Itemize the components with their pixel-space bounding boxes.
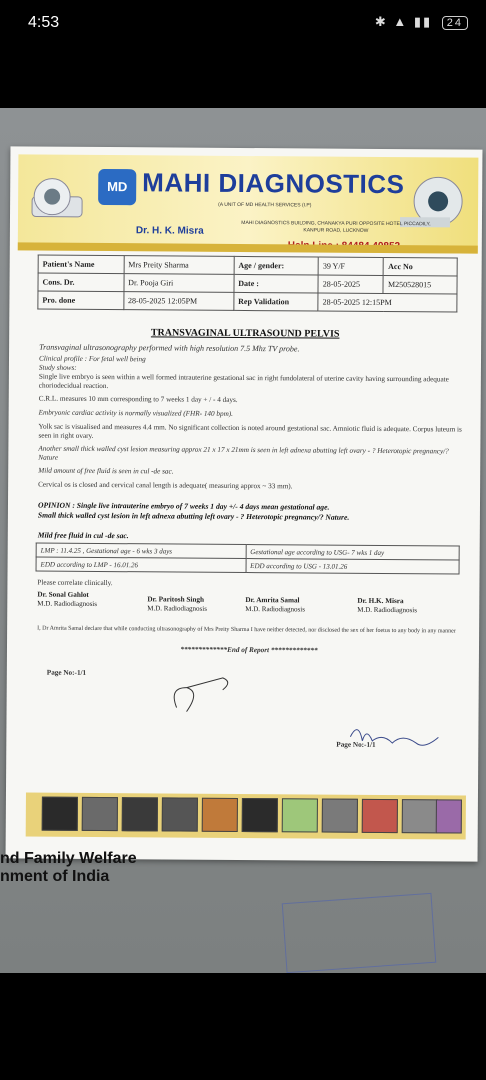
patient-info-table <box>37 255 457 313</box>
patient-name: Mrs Preity Sharma <box>124 256 234 275</box>
footer-image-strip <box>26 792 466 839</box>
scan-thumbnail <box>282 798 318 832</box>
signatory-name: Dr. H.K. Misra <box>357 596 404 606</box>
opinion-3: Mild free fluid in cul -de sac. <box>37 530 129 541</box>
ministry-line-1: nd Family Welfare <box>0 850 137 867</box>
battery-icon: 24 <box>442 16 468 30</box>
page-number-2: Page No:-1/1 <box>336 740 376 749</box>
signatory-degree: M.D. Radiodiagnosis <box>37 599 98 608</box>
rep-value: 28-05-2025 12:15PM <box>318 293 457 312</box>
signatory-3 <box>245 596 305 614</box>
header-doctor: Dr. H. K. Misra <box>135 225 204 237</box>
scan-thumbnail <box>242 798 278 832</box>
address: MAHI DIAGNOSTICS BUILDING, CHANAKYA PURI OPPOSITE HOTEL PICCADILY, KANPUR ROAD, LUCKNOW <box>241 219 431 234</box>
pro-value: 28-05-2025 12:05PM <box>123 292 233 311</box>
scanner-icon <box>28 166 98 236</box>
cons-value: Dr. Pooja Giri <box>124 274 234 293</box>
signatory-2 <box>147 595 207 613</box>
background-stamp <box>282 893 437 973</box>
opinion-1: OPINION : Single live intrauterine embryo of 7 weeks 1 day +/- 4 days mean gestational age. <box>37 500 330 512</box>
scan-thumbnail <box>436 799 462 833</box>
handwritten-scribble <box>156 667 246 728</box>
signatory-name: Dr. Amrita Samal <box>245 596 300 605</box>
scan-thumbnail <box>322 799 358 833</box>
signatory-1 <box>37 591 97 609</box>
age-value: 39 Y/F <box>318 257 383 275</box>
status-time: 4:53 <box>28 14 60 31</box>
brand-tagline: (A UNIT OF MD HEALTH SERVICES (I.P) <box>218 201 312 209</box>
end-of-report: *************End of Report ************* <box>180 645 318 655</box>
finding-7: Cervical os is closed and cervical canal length is adequate( measuring approx ~ 33 mm). <box>38 480 293 491</box>
signatory-degree: M.D. Radiodiagnosis <box>245 605 305 614</box>
acc-label: Acc No <box>384 257 458 276</box>
opinion-2: Small thick walled cyst lesion in left adnexa abutting left ovary - ? Heterotopic pregnancy/? Nature. <box>37 510 350 522</box>
lmp-value: LMP : 11.4.25 , Gestational age - 6 wks 3 days <box>36 543 246 558</box>
background-text <box>0 850 137 886</box>
signatory-degree: M.D. Radiodiagnosis <box>147 604 207 613</box>
signatory-name: Dr. Paritosh Singh <box>147 595 205 604</box>
scan-thumbnail <box>202 798 238 832</box>
brand-name: MAHI DIAGNOSTICS <box>142 167 405 200</box>
ga-usg-value: Gestational age according to USG- 7 wks 1 day <box>246 545 459 560</box>
scan-thumbnail <box>122 797 158 831</box>
status-bar <box>0 0 486 50</box>
signatory-name: Dr. Sonal Gahlot <box>37 590 89 599</box>
clinical-profile: Clinical profile : For fetal well being <box>38 354 146 364</box>
finding-1: Single live embryo is seen within a well formed intrauterine gestational sac in right fundolateral of uterine cavity having surrounding adequate choriodecidual reaction. <box>38 372 449 391</box>
finding-3: Embryonic cardiac activity is normally visualized (FHR- 140 bpm). <box>38 408 234 418</box>
pro-label: Pro. done <box>38 291 124 310</box>
document-photo <box>0 108 486 973</box>
finding-5: Another small thick walled cyst lesion measuring approx 21 x 17 x 21mm is seen in left adnexa abutting left ovary - ? Heterotopic pregnancy/? Nature <box>38 444 449 462</box>
date-value: 28-05-2025 <box>318 275 383 293</box>
letterhead <box>18 154 479 253</box>
declaration: I, Dr Amrita Samal declare that while conducting ultrasonography of Mrs Preity Sharma I have neither detected, nor disclosed the sex of her foetus to any body in any manner <box>37 625 456 635</box>
scan-thumbnail <box>162 797 198 831</box>
edd-usg-value: EDD according to USG - 13.01.26 <box>246 559 459 574</box>
acc-value: M250528015 <box>383 275 457 294</box>
page-number-1: Page No:-1/1 <box>46 668 87 677</box>
report-title: TRANSVAGINAL ULTRASOUND PELVIS <box>150 327 340 340</box>
correlate-note: Please correlate clinically. <box>37 578 113 588</box>
age-label: Age / gender: <box>234 256 319 275</box>
cons-label: Cons. Dr. <box>38 273 124 292</box>
brand-logo: MD <box>98 169 136 205</box>
study-shows: Study shows: <box>38 363 77 372</box>
scan-thumbnail <box>402 799 438 833</box>
status-icons: ✱ ▲ ▮▮ 24 <box>375 14 468 30</box>
finding-2: C.R.L. measures 10 mm corresponding to 7 weeks 1 day + / - 4 days. <box>38 394 238 404</box>
patient-name-label: Patient's Name <box>38 255 124 274</box>
ministry-line-2: nment of India <box>0 868 110 885</box>
report-paper <box>6 146 483 861</box>
scan-thumbnail <box>82 797 118 831</box>
signatory-degree: M.D. Radiodiagnosis <box>357 605 417 615</box>
scan-thumbnail <box>42 797 78 831</box>
rep-label: Rep Validation <box>234 292 319 311</box>
edd-lmp-value: EDD according to LMP - 16.01.26 <box>36 557 246 572</box>
finding-6: Mild amount of free fluid is seen in cul -de sac. <box>38 466 174 476</box>
finding-4: Yolk sac is visualised and measures 4.4 mm. No significant collection is noted around gestational sac. Amniotic fluid is adequate. Corpus luteum is seen in right ovary. <box>38 422 462 440</box>
dates-table <box>36 543 460 575</box>
report-intro: Transvaginal ultrasonography performed with high resolution 7.5 Mhz TV probe. <box>39 342 300 354</box>
signatory-4 <box>357 597 417 615</box>
date-label: Date : <box>234 274 319 293</box>
scan-thumbnail <box>362 799 398 833</box>
